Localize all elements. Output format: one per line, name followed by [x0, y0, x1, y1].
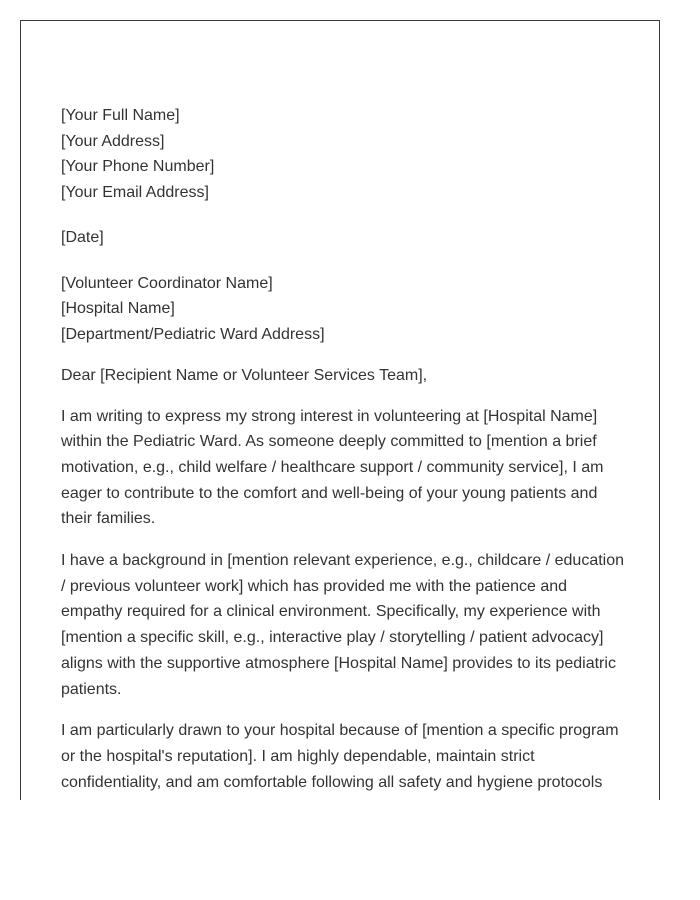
- recipient-hospital: [Hospital Name]: [61, 300, 175, 317]
- sender-email: [Your Email Address]: [61, 183, 209, 201]
- body-paragraph-3: I am particularly drawn to your hospital because of [mention a specific program or the hospital's reputation]. I am highly dependable, maintain strict confidentiality, and am comfortable following all safety and hygiene protocols: [61, 722, 619, 791]
- body-paragraph-2: I have a background in [mention relevant experience, e.g., childcare / education / previous volunteer work] which has provided me with the patience and empathy required for a clinical environment. Specifically, my experience with [mention a specific skill, e.g., interactive play / storytelling / patient advocacy] aligns with the supportive atmosphere [Hospital Name] provides to its pediatric patients.: [61, 552, 625, 698]
- date-block: [61, 225, 626, 251]
- letter-content: [61, 103, 626, 795]
- sender-block: [61, 103, 626, 205]
- sender-address: [Your Address]: [61, 132, 165, 150]
- letter-date: [Date]: [61, 229, 104, 246]
- sender-name: [Your Full Name]: [61, 107, 180, 124]
- recipient-ward-address: [Department/Pediatric Ward Address]: [61, 325, 325, 343]
- recipient-block: [61, 271, 626, 348]
- salutation: Dear [Recipient Name or Volunteer Services Team],: [61, 367, 428, 384]
- letter-page: [20, 20, 660, 800]
- sender-phone: [Your Phone Number]: [61, 158, 215, 175]
- salutation-block: [61, 363, 626, 389]
- body-paragraph-1: I am writing to express my strong interest in volunteering at [Hospital Name] within the Pediatric Ward. As someone deeply committed to [mention a brief motivation, e.g., child welfare / healthcare support / community service], I am eager to contribute to the comfort and well-being of your young patients and their families.: [61, 407, 604, 528]
- recipient-coordinator: [Volunteer Coordinator Name]: [61, 274, 273, 292]
